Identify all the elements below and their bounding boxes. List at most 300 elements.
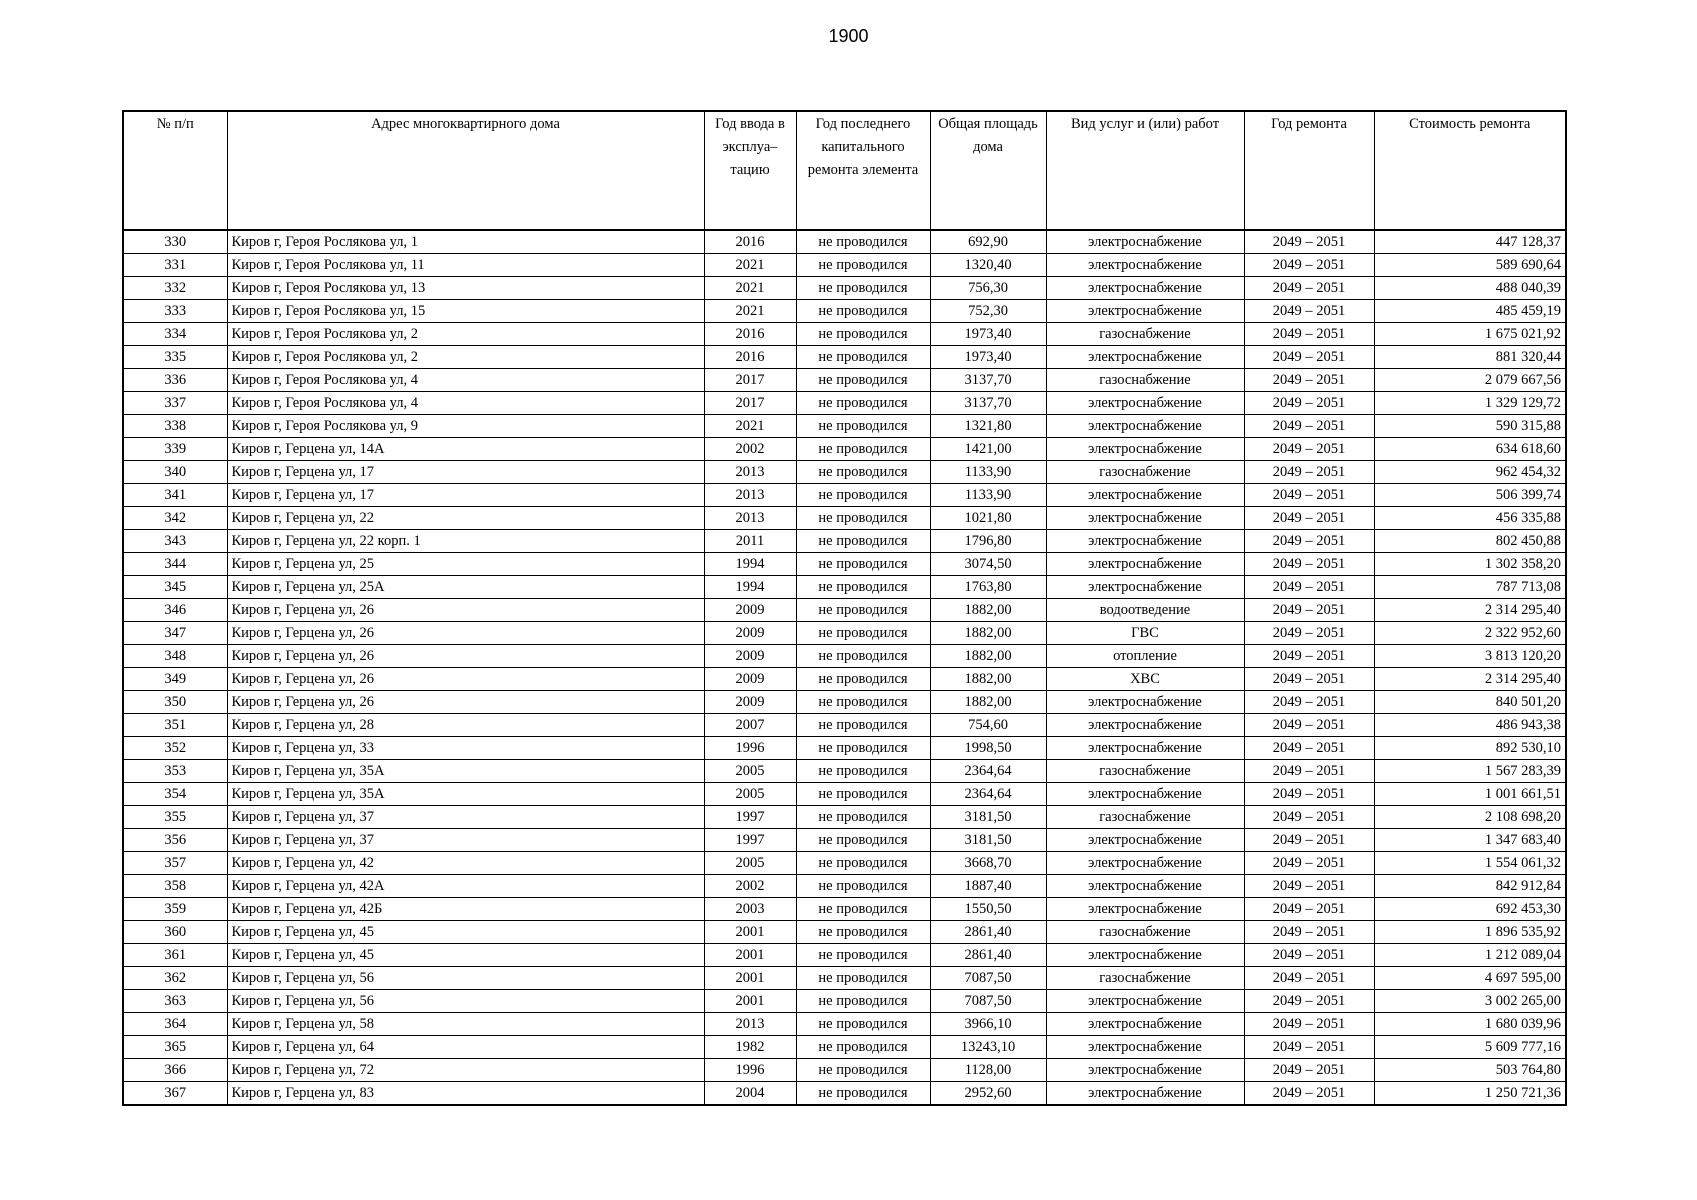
- last-repair-cell: не проводился: [796, 576, 930, 599]
- area-cell: 3137,70: [930, 369, 1046, 392]
- area-cell: 1882,00: [930, 622, 1046, 645]
- year-built-cell: 2013: [704, 461, 796, 484]
- address-cell: Киров г, Героя Рослякова ул, 4: [227, 392, 704, 415]
- area-cell: 3181,50: [930, 806, 1046, 829]
- table-row: [123, 484, 1566, 507]
- table-row: [123, 967, 1566, 990]
- table-row: [123, 852, 1566, 875]
- row-number: 346: [123, 599, 227, 622]
- cost-cell: 503 764,80: [1374, 1059, 1566, 1082]
- table-row: [123, 438, 1566, 461]
- year-built-cell: 2017: [704, 369, 796, 392]
- table-row: [123, 691, 1566, 714]
- service-cell: электроснабжение: [1046, 346, 1244, 369]
- year-built-cell: 2005: [704, 783, 796, 806]
- address-cell: Киров г, Герцена ул, 26: [227, 599, 704, 622]
- repair-period-cell: 2049 – 2051: [1244, 323, 1374, 346]
- repair-period-cell: 2049 – 2051: [1244, 346, 1374, 369]
- repair-period-cell: 2049 – 2051: [1244, 507, 1374, 530]
- area-cell: 1796,80: [930, 530, 1046, 553]
- table-row: [123, 898, 1566, 921]
- cost-cell: 802 450,88: [1374, 530, 1566, 553]
- row-number: 364: [123, 1013, 227, 1036]
- last-repair-cell: не проводился: [796, 691, 930, 714]
- cost-cell: 787 713,08: [1374, 576, 1566, 599]
- row-number: 334: [123, 323, 227, 346]
- cost-cell: 842 912,84: [1374, 875, 1566, 898]
- service-cell: электроснабжение: [1046, 829, 1244, 852]
- service-cell: электроснабжение: [1046, 254, 1244, 277]
- address-cell: Киров г, Герцена ул, 28: [227, 714, 704, 737]
- last-repair-cell: не проводился: [796, 645, 930, 668]
- row-number: 336: [123, 369, 227, 392]
- cost-cell: 1 680 039,96: [1374, 1013, 1566, 1036]
- service-cell: электроснабжение: [1046, 438, 1244, 461]
- cost-cell: 3 002 265,00: [1374, 990, 1566, 1013]
- address-cell: Киров г, Герцена ул, 33: [227, 737, 704, 760]
- row-number: 333: [123, 300, 227, 323]
- table-row: [123, 875, 1566, 898]
- header-address: Адрес многоквартирного дома: [227, 111, 704, 230]
- row-number: 343: [123, 530, 227, 553]
- table-body: [123, 230, 1566, 1105]
- header-last-repair: Год последнего капитального ремонта элемента: [796, 111, 930, 230]
- table-row: [123, 530, 1566, 553]
- address-cell: Киров г, Герцена ул, 42А: [227, 875, 704, 898]
- year-built-cell: 2021: [704, 277, 796, 300]
- repair-period-cell: 2049 – 2051: [1244, 645, 1374, 668]
- repair-period-cell: 2049 – 2051: [1244, 806, 1374, 829]
- area-cell: 1973,40: [930, 346, 1046, 369]
- address-cell: Киров г, Герцена ул, 17: [227, 484, 704, 507]
- last-repair-cell: не проводился: [796, 553, 930, 576]
- last-repair-cell: не проводился: [796, 944, 930, 967]
- repair-period-cell: 2049 – 2051: [1244, 622, 1374, 645]
- cost-cell: 488 040,39: [1374, 277, 1566, 300]
- address-cell: Киров г, Героя Рослякова ул, 13: [227, 277, 704, 300]
- repair-period-cell: 2049 – 2051: [1244, 300, 1374, 323]
- table-row: [123, 300, 1566, 323]
- address-cell: Киров г, Герцена ул, 14А: [227, 438, 704, 461]
- area-cell: 1133,90: [930, 461, 1046, 484]
- row-number: 358: [123, 875, 227, 898]
- service-cell: электроснабжение: [1046, 300, 1244, 323]
- area-cell: 3181,50: [930, 829, 1046, 852]
- repair-period-cell: 2049 – 2051: [1244, 967, 1374, 990]
- cost-cell: 881 320,44: [1374, 346, 1566, 369]
- area-cell: 1128,00: [930, 1059, 1046, 1082]
- table-row: [123, 1036, 1566, 1059]
- area-cell: 2364,64: [930, 783, 1046, 806]
- service-cell: газоснабжение: [1046, 461, 1244, 484]
- address-cell: Киров г, Герцена ул, 26: [227, 622, 704, 645]
- area-cell: 1421,00: [930, 438, 1046, 461]
- table-row: [123, 1082, 1566, 1106]
- address-cell: Киров г, Героя Рослякова ул, 2: [227, 346, 704, 369]
- last-repair-cell: не проводился: [796, 1059, 930, 1082]
- cost-cell: 2 314 295,40: [1374, 668, 1566, 691]
- address-cell: Киров г, Герцена ул, 45: [227, 944, 704, 967]
- area-cell: 3137,70: [930, 392, 1046, 415]
- year-built-cell: 2009: [704, 645, 796, 668]
- last-repair-cell: не проводился: [796, 714, 930, 737]
- row-number: 332: [123, 277, 227, 300]
- table-row: [123, 645, 1566, 668]
- area-cell: 7087,50: [930, 990, 1046, 1013]
- service-cell: электроснабжение: [1046, 576, 1244, 599]
- cost-cell: 634 618,60: [1374, 438, 1566, 461]
- address-cell: Киров г, Герцена ул, 22 корп. 1: [227, 530, 704, 553]
- last-repair-cell: не проводился: [796, 438, 930, 461]
- repair-period-cell: 2049 – 2051: [1244, 254, 1374, 277]
- cost-cell: 2 108 698,20: [1374, 806, 1566, 829]
- cost-cell: 1 554 061,32: [1374, 852, 1566, 875]
- table-row: [123, 576, 1566, 599]
- address-cell: Киров г, Герцена ул, 37: [227, 806, 704, 829]
- service-cell: электроснабжение: [1046, 507, 1244, 530]
- year-built-cell: 1996: [704, 737, 796, 760]
- area-cell: 1998,50: [930, 737, 1046, 760]
- service-cell: электроснабжение: [1046, 737, 1244, 760]
- service-cell: электроснабжение: [1046, 898, 1244, 921]
- row-number: 338: [123, 415, 227, 438]
- repair-period-cell: 2049 – 2051: [1244, 898, 1374, 921]
- row-number: 356: [123, 829, 227, 852]
- repair-period-cell: 2049 – 2051: [1244, 438, 1374, 461]
- address-cell: Киров г, Герцена ул, 56: [227, 967, 704, 990]
- address-cell: Киров г, Героя Рослякова ул, 9: [227, 415, 704, 438]
- table-row: [123, 921, 1566, 944]
- year-built-cell: 2021: [704, 300, 796, 323]
- year-built-cell: 2016: [704, 346, 796, 369]
- service-cell: электроснабжение: [1046, 277, 1244, 300]
- last-repair-cell: не проводился: [796, 760, 930, 783]
- cost-cell: 486 943,38: [1374, 714, 1566, 737]
- row-number: 360: [123, 921, 227, 944]
- table-row: [123, 737, 1566, 760]
- year-built-cell: 2013: [704, 507, 796, 530]
- table-row: [123, 461, 1566, 484]
- year-built-cell: 2021: [704, 254, 796, 277]
- cost-cell: 1 567 283,39: [1374, 760, 1566, 783]
- year-built-cell: 1994: [704, 576, 796, 599]
- repair-period-cell: 2049 – 2051: [1244, 668, 1374, 691]
- cost-cell: 485 459,19: [1374, 300, 1566, 323]
- last-repair-cell: не проводился: [796, 392, 930, 415]
- cost-cell: 506 399,74: [1374, 484, 1566, 507]
- area-cell: 3668,70: [930, 852, 1046, 875]
- repair-period-cell: 2049 – 2051: [1244, 415, 1374, 438]
- service-cell: отопление: [1046, 645, 1244, 668]
- repair-period-cell: 2049 – 2051: [1244, 737, 1374, 760]
- cost-cell: 3 813 120,20: [1374, 645, 1566, 668]
- cost-cell: 590 315,88: [1374, 415, 1566, 438]
- area-cell: 1887,40: [930, 875, 1046, 898]
- row-number: 344: [123, 553, 227, 576]
- area-cell: 2952,60: [930, 1082, 1046, 1106]
- year-built-cell: 2016: [704, 230, 796, 254]
- service-cell: водоотведение: [1046, 599, 1244, 622]
- last-repair-cell: не проводился: [796, 622, 930, 645]
- service-cell: электроснабжение: [1046, 392, 1244, 415]
- service-cell: электроснабжение: [1046, 415, 1244, 438]
- last-repair-cell: не проводился: [796, 230, 930, 254]
- last-repair-cell: не проводился: [796, 829, 930, 852]
- year-built-cell: 2002: [704, 875, 796, 898]
- year-built-cell: 1997: [704, 806, 796, 829]
- address-cell: Киров г, Герцена ул, 25А: [227, 576, 704, 599]
- address-cell: Киров г, Герцена ул, 45: [227, 921, 704, 944]
- repair-period-cell: 2049 – 2051: [1244, 484, 1374, 507]
- area-cell: 1882,00: [930, 668, 1046, 691]
- year-built-cell: 2003: [704, 898, 796, 921]
- last-repair-cell: не проводился: [796, 461, 930, 484]
- table-row: [123, 415, 1566, 438]
- service-cell: газоснабжение: [1046, 806, 1244, 829]
- year-built-cell: 2009: [704, 691, 796, 714]
- last-repair-cell: не проводился: [796, 1036, 930, 1059]
- row-number: 365: [123, 1036, 227, 1059]
- last-repair-cell: не проводился: [796, 1082, 930, 1106]
- row-number: 355: [123, 806, 227, 829]
- repair-period-cell: 2049 – 2051: [1244, 277, 1374, 300]
- address-cell: Киров г, Герцена ул, 64: [227, 1036, 704, 1059]
- year-built-cell: 2001: [704, 921, 796, 944]
- last-repair-cell: не проводился: [796, 806, 930, 829]
- last-repair-cell: не проводился: [796, 668, 930, 691]
- year-built-cell: 2011: [704, 530, 796, 553]
- address-cell: Киров г, Герцена ул, 26: [227, 645, 704, 668]
- cost-cell: 2 314 295,40: [1374, 599, 1566, 622]
- address-cell: Киров г, Герцена ул, 22: [227, 507, 704, 530]
- year-built-cell: 1997: [704, 829, 796, 852]
- last-repair-cell: не проводился: [796, 346, 930, 369]
- area-cell: 1320,40: [930, 254, 1046, 277]
- area-cell: 1763,80: [930, 576, 1046, 599]
- cost-cell: 1 212 089,04: [1374, 944, 1566, 967]
- row-number: 359: [123, 898, 227, 921]
- repair-period-cell: 2049 – 2051: [1244, 530, 1374, 553]
- repair-period-cell: 2049 – 2051: [1244, 369, 1374, 392]
- year-built-cell: 1996: [704, 1059, 796, 1082]
- last-repair-cell: не проводился: [796, 852, 930, 875]
- row-number: 350: [123, 691, 227, 714]
- last-repair-cell: не проводился: [796, 323, 930, 346]
- repair-period-cell: 2049 – 2051: [1244, 599, 1374, 622]
- last-repair-cell: не проводился: [796, 737, 930, 760]
- cost-cell: 692 453,30: [1374, 898, 1566, 921]
- last-repair-cell: не проводился: [796, 369, 930, 392]
- address-cell: Киров г, Героя Рослякова ул, 1: [227, 230, 704, 254]
- repair-period-cell: 2049 – 2051: [1244, 852, 1374, 875]
- area-cell: 7087,50: [930, 967, 1046, 990]
- service-cell: электроснабжение: [1046, 553, 1244, 576]
- table-row: [123, 829, 1566, 852]
- area-cell: 1550,50: [930, 898, 1046, 921]
- address-cell: Киров г, Герцена ул, 35А: [227, 783, 704, 806]
- area-cell: 3966,10: [930, 1013, 1046, 1036]
- repair-period-cell: 2049 – 2051: [1244, 461, 1374, 484]
- repair-registry-table: [122, 110, 1567, 1106]
- service-cell: газоснабжение: [1046, 760, 1244, 783]
- service-cell: электроснабжение: [1046, 990, 1244, 1013]
- service-cell: газоснабжение: [1046, 967, 1244, 990]
- area-cell: 2861,40: [930, 921, 1046, 944]
- last-repair-cell: не проводился: [796, 484, 930, 507]
- last-repair-cell: не проводился: [796, 967, 930, 990]
- year-built-cell: 2001: [704, 944, 796, 967]
- table-row: [123, 783, 1566, 806]
- cost-cell: 589 690,64: [1374, 254, 1566, 277]
- table-row: [123, 369, 1566, 392]
- year-built-cell: 1982: [704, 1036, 796, 1059]
- row-number: 353: [123, 760, 227, 783]
- table-row: [123, 254, 1566, 277]
- area-cell: 754,60: [930, 714, 1046, 737]
- area-cell: 692,90: [930, 230, 1046, 254]
- area-cell: 13243,10: [930, 1036, 1046, 1059]
- address-cell: Киров г, Героя Рослякова ул, 11: [227, 254, 704, 277]
- row-number: 361: [123, 944, 227, 967]
- year-built-cell: 2021: [704, 415, 796, 438]
- cost-cell: 5 609 777,16: [1374, 1036, 1566, 1059]
- year-built-cell: 2001: [704, 990, 796, 1013]
- repair-period-cell: 2049 – 2051: [1244, 990, 1374, 1013]
- address-cell: Киров г, Герцена ул, 26: [227, 691, 704, 714]
- service-cell: ГВС: [1046, 622, 1244, 645]
- year-built-cell: 2013: [704, 1013, 796, 1036]
- service-cell: электроснабжение: [1046, 484, 1244, 507]
- table-row: [123, 806, 1566, 829]
- table-row: [123, 392, 1566, 415]
- page-number: 1900: [828, 26, 869, 46]
- cost-cell: 1 001 661,51: [1374, 783, 1566, 806]
- service-cell: электроснабжение: [1046, 944, 1244, 967]
- table-row: [123, 230, 1566, 254]
- area-cell: 1882,00: [930, 645, 1046, 668]
- service-cell: газоснабжение: [1046, 921, 1244, 944]
- service-cell: электроснабжение: [1046, 875, 1244, 898]
- repair-period-cell: 2049 – 2051: [1244, 553, 1374, 576]
- cost-cell: 1 675 021,92: [1374, 323, 1566, 346]
- repair-period-cell: 2049 – 2051: [1244, 691, 1374, 714]
- address-cell: Киров г, Герцена ул, 72: [227, 1059, 704, 1082]
- address-cell: Киров г, Герцена ул, 17: [227, 461, 704, 484]
- table-row: [123, 944, 1566, 967]
- cost-cell: 2 322 952,60: [1374, 622, 1566, 645]
- year-built-cell: 2009: [704, 622, 796, 645]
- area-cell: 1021,80: [930, 507, 1046, 530]
- area-cell: 2364,64: [930, 760, 1046, 783]
- last-repair-cell: не проводился: [796, 254, 930, 277]
- last-repair-cell: не проводился: [796, 1013, 930, 1036]
- row-number: 337: [123, 392, 227, 415]
- row-number: 331: [123, 254, 227, 277]
- address-cell: Киров г, Герцена ул, 58: [227, 1013, 704, 1036]
- repair-period-cell: 2049 – 2051: [1244, 1013, 1374, 1036]
- year-built-cell: 2007: [704, 714, 796, 737]
- last-repair-cell: не проводился: [796, 300, 930, 323]
- service-cell: газоснабжение: [1046, 369, 1244, 392]
- repair-period-cell: 2049 – 2051: [1244, 760, 1374, 783]
- repair-period-cell: 2049 – 2051: [1244, 829, 1374, 852]
- row-number: 345: [123, 576, 227, 599]
- table-row: [123, 277, 1566, 300]
- row-number: 342: [123, 507, 227, 530]
- row-number: 357: [123, 852, 227, 875]
- area-cell: 1882,00: [930, 599, 1046, 622]
- cost-cell: 447 128,37: [1374, 230, 1566, 254]
- table-row: [123, 599, 1566, 622]
- area-cell: 752,30: [930, 300, 1046, 323]
- header-cost: Стоимость ремонта: [1374, 111, 1566, 230]
- address-cell: Киров г, Героя Рослякова ул, 4: [227, 369, 704, 392]
- row-number: 341: [123, 484, 227, 507]
- row-number: 362: [123, 967, 227, 990]
- address-cell: Киров г, Герцена ул, 26: [227, 668, 704, 691]
- cost-cell: 4 697 595,00: [1374, 967, 1566, 990]
- repair-period-cell: 2049 – 2051: [1244, 1082, 1374, 1106]
- area-cell: 1882,00: [930, 691, 1046, 714]
- last-repair-cell: не проводился: [796, 415, 930, 438]
- repair-period-cell: 2049 – 2051: [1244, 921, 1374, 944]
- last-repair-cell: не проводился: [796, 599, 930, 622]
- table-row: [123, 668, 1566, 691]
- table-row: [123, 1013, 1566, 1036]
- row-number: 348: [123, 645, 227, 668]
- repair-period-cell: 2049 – 2051: [1244, 714, 1374, 737]
- year-built-cell: 2009: [704, 599, 796, 622]
- service-cell: электроснабжение: [1046, 530, 1244, 553]
- service-cell: электроснабжение: [1046, 691, 1244, 714]
- year-built-cell: 2016: [704, 323, 796, 346]
- table-row: [123, 323, 1566, 346]
- service-cell: электроснабжение: [1046, 783, 1244, 806]
- address-cell: Киров г, Герцена ул, 56: [227, 990, 704, 1013]
- header-year-built: Год ввода в эксплуа–тацию: [704, 111, 796, 230]
- year-built-cell: 2013: [704, 484, 796, 507]
- area-cell: 1973,40: [930, 323, 1046, 346]
- last-repair-cell: не проводился: [796, 530, 930, 553]
- year-built-cell: 2005: [704, 852, 796, 875]
- cost-cell: 1 329 129,72: [1374, 392, 1566, 415]
- service-cell: электроснабжение: [1046, 1059, 1244, 1082]
- address-cell: Киров г, Герцена ул, 25: [227, 553, 704, 576]
- row-number: 340: [123, 461, 227, 484]
- year-built-cell: 2017: [704, 392, 796, 415]
- repair-period-cell: 2049 – 2051: [1244, 1059, 1374, 1082]
- table-row: [123, 990, 1566, 1013]
- repair-period-cell: 2049 – 2051: [1244, 230, 1374, 254]
- cost-cell: 1 302 358,20: [1374, 553, 1566, 576]
- header-repair-period: Год ремонта: [1244, 111, 1374, 230]
- year-built-cell: 2005: [704, 760, 796, 783]
- cost-cell: 962 454,32: [1374, 461, 1566, 484]
- repair-period-cell: 2049 – 2051: [1244, 1036, 1374, 1059]
- repair-period-cell: 2049 – 2051: [1244, 576, 1374, 599]
- last-repair-cell: не проводился: [796, 990, 930, 1013]
- service-cell: ХВС: [1046, 668, 1244, 691]
- row-number: 354: [123, 783, 227, 806]
- year-built-cell: 2009: [704, 668, 796, 691]
- table-row: [123, 1059, 1566, 1082]
- header-area: Общая площадь дома: [930, 111, 1046, 230]
- table-row: [123, 714, 1566, 737]
- last-repair-cell: не проводился: [796, 277, 930, 300]
- area-cell: 3074,50: [930, 553, 1046, 576]
- address-cell: Киров г, Герцена ул, 37: [227, 829, 704, 852]
- service-cell: электроснабжение: [1046, 714, 1244, 737]
